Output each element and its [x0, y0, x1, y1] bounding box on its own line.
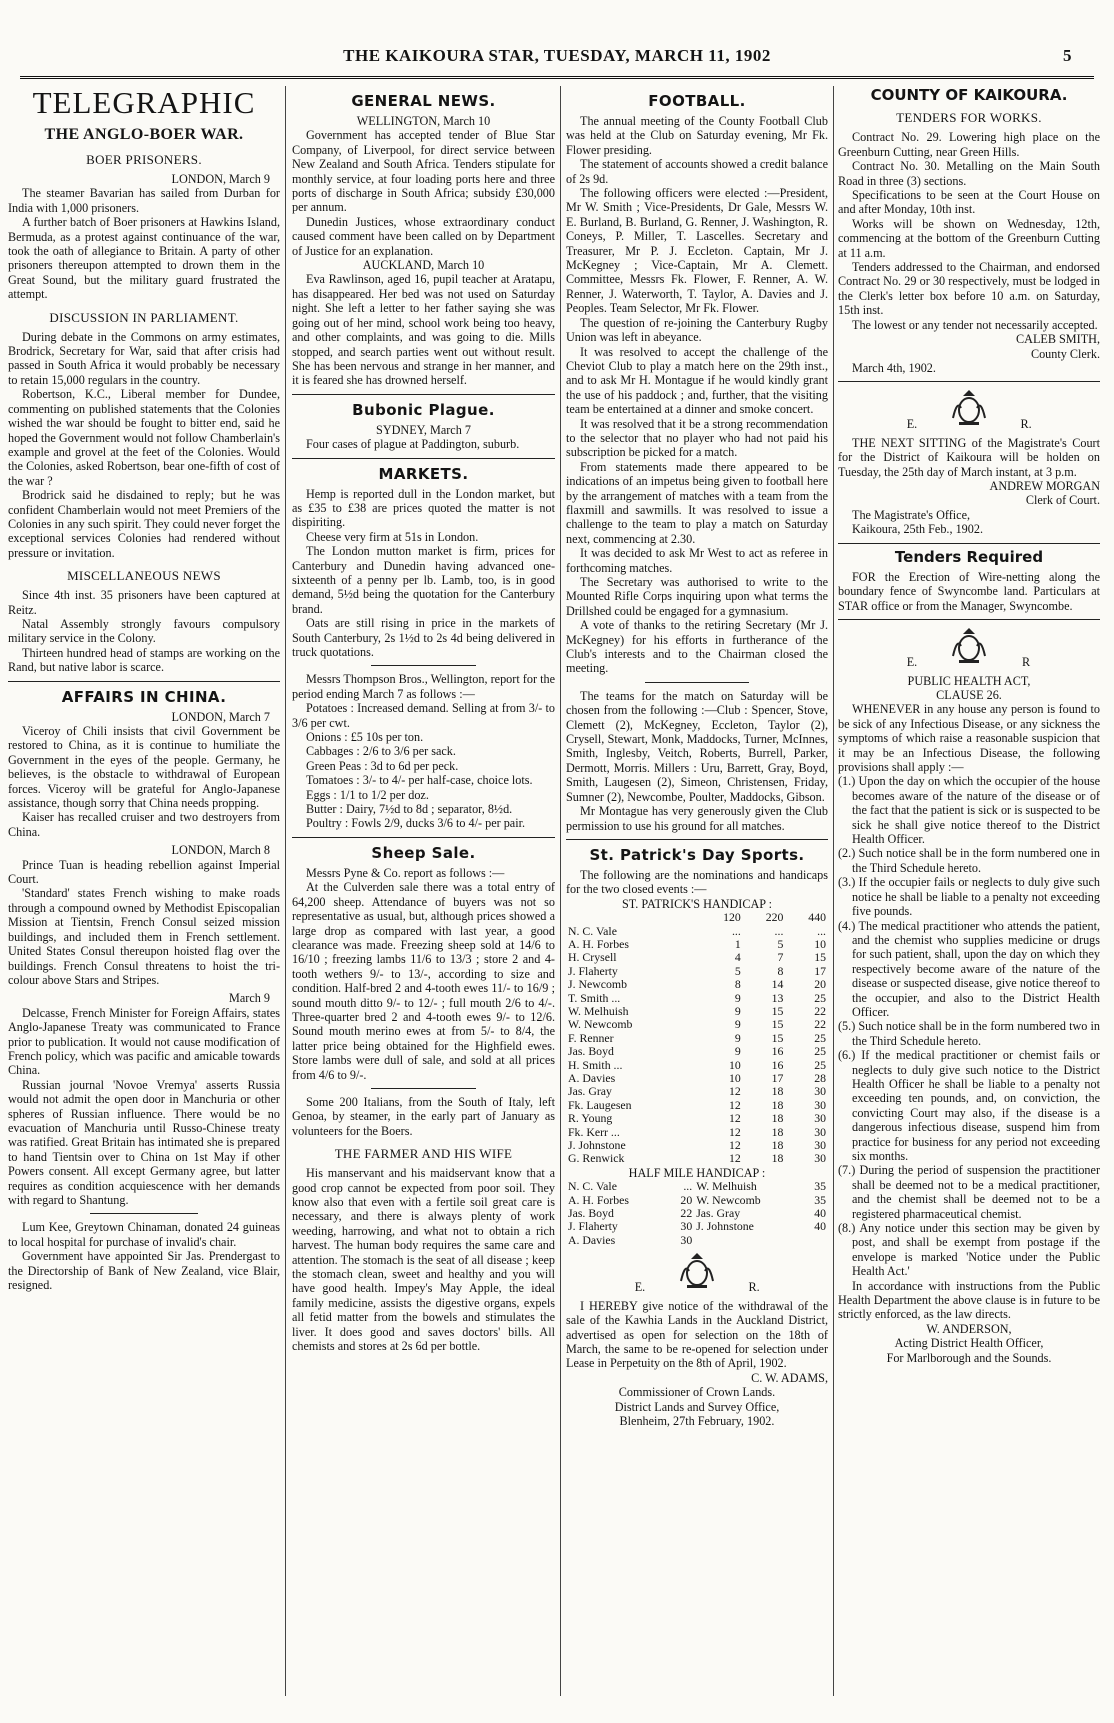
- paragraph: Specifications to be seen at the Court House on and after Monday, 10th inst.: [838, 188, 1100, 217]
- table-row: [566, 1085, 828, 1098]
- handicap-value: 12: [729, 1151, 741, 1166]
- signature: Clerk of Court.: [1025, 493, 1100, 508]
- dateline: March 9: [229, 991, 270, 1006]
- paragraph: Some 200 Italians, from the South of Italy, left Genoa, by steamer, in the early part of January as volunteers for the Boers.: [292, 1094, 555, 1138]
- paragraph: Onions : £5 10s per ton.: [306, 730, 424, 745]
- handicap-value: 7: [777, 950, 784, 965]
- runner-name: A. H. Forbes: [568, 1192, 629, 1207]
- column-header: 120: [723, 910, 741, 925]
- list-item: (2.) Such notice shall be in the form numbered one in the Third Schedule hereto.: [838, 846, 1100, 875]
- table-row: [566, 1180, 828, 1193]
- signature: County Clerk.: [1030, 346, 1100, 361]
- paragraph: From statements made there appeared to be indications of an impetus being given to football here by the arrangement of matches with a team from the flaxmill and sawmills. It was resolved to issue a challenge to the team to play a match on Saturday next, commencing at 2.30.: [566, 459, 828, 546]
- paragraph: The following officers were elected :—President, Mr W. Smith ; Vice-Presidents, Dr Gale, Messrs W. E. Burland, B. Burland, G. Renner, J. Washington, R. Coneys, P. Miller, T. Lascelles. Secretary and Treasurer, Mr P. J. Eccleton. Captain, Mr J. McKegney ; Vice-Captain, Mr A. Clemett. Committee, Messrs Fk. Flower, F. Renner, A. W. Renner, J. Waterworth, T. Taylor, A. Davies and J. Peoples. Team Selector, Mr Fk. Flower.: [566, 186, 828, 316]
- list-item: (5.) Such notice shall be in the form numbered two in the Third Schedule hereto.: [838, 1019, 1100, 1048]
- coat-of-arms-icon: [673, 1251, 721, 1291]
- runner-name: H. Crysell: [568, 950, 617, 965]
- handicap-value: 40: [814, 1219, 826, 1234]
- paragraph: Natal Assembly strongly favours compulsory military service in the Colony.: [8, 616, 280, 646]
- paragraph: The question of re-joining the Canterbury Rugby Union was left in abeyance.: [566, 315, 828, 345]
- handicap-value: 18: [771, 1097, 784, 1112]
- paragraph: The lowest or any tender not necessarily accepted.: [852, 317, 1098, 332]
- runner-name: W. Melhuish: [568, 1003, 629, 1018]
- table-row: [566, 1018, 828, 1031]
- handicap-value: 5: [777, 936, 784, 951]
- handicap-value: 25: [814, 990, 826, 1005]
- paragraph: Eva Rawlinson, aged 16, pupil teacher at Aratapu, has disappeared. Her bed was not used on Saturday night. She left a letter to her father saying she was going out of her mind, school work being too heavy, and other complaints, and was going to die. Mills stopped, and search parties went out without result. She has been nervous and strange in her manner, and it is feared she has drowned herself.: [292, 272, 555, 388]
- table-row: [566, 1194, 828, 1207]
- handicap-value: 17: [771, 1071, 784, 1085]
- handicap-value: 17: [814, 963, 826, 978]
- handicap-value: 18: [771, 1111, 784, 1126]
- dateline: WELLINGTON, March 10: [356, 114, 491, 128]
- paragraph: Since 4th inst. 35 prisoners have been captured at Reitz.: [8, 588, 280, 617]
- subhead: TENDERS FOR WORKS.: [896, 110, 1042, 126]
- paragraph: Viceroy of Chili insists that civil Government be restored to China, as it is continue to humiliate the Government in the eyes of the people. Germany, he believes, is the obstacle to withdrawal of European forces. Viceroy will be grateful for Anglo-Japanese assistance, though sorry that China needs propping.: [8, 724, 280, 811]
- royal-crest: [838, 388, 1100, 431]
- handicap-value: 15: [771, 1017, 784, 1032]
- divider: [566, 839, 828, 840]
- signature: District Lands and Survey Office,: [614, 1399, 780, 1414]
- handicap-value: 25: [814, 1030, 826, 1045]
- handicap-value: 10: [814, 936, 826, 951]
- signature: C. W. ADAMS,: [751, 1370, 828, 1385]
- handicap-value: 4: [734, 950, 741, 965]
- runner-name: W. Newcomb: [568, 1017, 633, 1032]
- table-row: [566, 1152, 828, 1165]
- divider: [371, 665, 476, 666]
- crest-letter: E.: [906, 417, 918, 432]
- table-title: ST. PATRICK'S HANDICAP :: [621, 896, 773, 911]
- handicap-value: 15: [771, 1030, 784, 1045]
- table-row: [566, 965, 828, 978]
- list-item: (7.) During the period of suspension the practitioner shall be deemed not to be a medical practitioner, and the chemist shall be deemed not to be a registered pharmaceutical chemist.: [838, 1163, 1100, 1221]
- paragraph: The teams for the match on Saturday will be chosen from the following :—Club : Spencer, Stove, Clemett (2), McKegney, Eccleton, Taylor (2), Crysell, Stewart, Monk, Maddocks, Turner, McInnes, Smith, Inglesby, Veitch, Roberts, Burrell, Parker, Dermott, Morris. Millers : Uru, Barrett, Gray, Boyd, Smith, Laugesen (2), Simeon, Christensen, Friday, Sumner (2), Newcombe, Poulter, Maddocks, Gibson.: [566, 688, 828, 804]
- paragraph: Potatoes : Increased demand. Selling at from 3/- to 3/6 per cwt.: [292, 701, 555, 730]
- headline: St. Patrick's Day Sports.: [589, 845, 805, 864]
- headline: THE ANGLO-BOER WAR.: [44, 126, 244, 143]
- headline: AFFAIRS IN CHINA.: [61, 687, 227, 706]
- handicap-value: 20: [680, 1192, 693, 1207]
- paragraph: Poultry : Fowls 2/9, ducks 3/6 to 4/- per pair.: [306, 816, 526, 831]
- paragraph: His manservant and his maidservant know that a good crop cannot be expected from poor soil. They know also that even with a fertile soil great care is necessary, and there is always plenty of work weeding, harrowing, and what not to obtain a rich harvest. The human body requires the same care and attention. The stomach is the seat of all disease ; keep the stomach clean, sweet and healthy and you will have good health. Impey's May Apple, the ideal family medicine, assists the digestive organs, expels all fetid matter from the bowels and stimulates the liver. It does good and saves doctors' bills. All chemists and stores at 2s 6d per bottle.: [292, 1166, 555, 1354]
- paragraph: The London mutton market is firm, prices for Canterbury and Dunedin having advanced one-sixteenth of a penny per lb. Lamb, too, is in good demand, 5½d being the quotation for the Canterbury brand.: [292, 544, 555, 616]
- paragraph: The annual meeting of the County Football Club was held at the Club on Saturday evening, Mr Fk. Flower presiding.: [566, 114, 828, 157]
- handicap-value: 30: [680, 1232, 693, 1247]
- table-row: [566, 1032, 828, 1045]
- paragraph: Hemp is reported dull in the London market, but as £35 to £38 are prices quoted the matter is not dispiriting.: [292, 486, 555, 530]
- handicap-value: 16: [771, 1044, 784, 1059]
- column-header: 220: [765, 910, 784, 925]
- runner-name: A. Davies: [568, 1232, 616, 1247]
- runner-name: W. Melhuish: [696, 1179, 757, 1194]
- handicap-value: 25: [814, 1044, 826, 1059]
- divider: [645, 682, 750, 683]
- subhead: THE FARMER AND HIS WIFE: [334, 1146, 513, 1162]
- paragraph: Tomatoes : 3/- to 4/- per half-case, choice lots.: [306, 773, 533, 788]
- table-row: [566, 978, 828, 991]
- runner-name: R. Young: [568, 1111, 613, 1126]
- handicap-value: 22: [814, 1003, 826, 1018]
- handicap-value: 9: [734, 1044, 741, 1059]
- paragraph: Cheese very firm at 51s in London.: [306, 529, 479, 544]
- divider: [838, 381, 1100, 382]
- handicap-value: 25: [814, 1057, 826, 1072]
- handicap-value: 22: [680, 1206, 693, 1221]
- signature: March 4th, 1902.: [852, 360, 936, 375]
- halfmile-body: [566, 1180, 828, 1247]
- handicap-value: 12: [729, 1111, 741, 1126]
- runner-name: [694, 1234, 803, 1247]
- paragraph: Eggs : 1/1 to 1/2 per doz.: [306, 787, 429, 802]
- coat-of-arms-icon: [945, 388, 993, 428]
- handicap-value: ...: [774, 923, 784, 938]
- handicap-value: 30: [814, 1111, 826, 1126]
- paragraph: Messrs Thompson Bros., Wellington, report for the period ending March 7 as follows :—: [292, 672, 555, 701]
- table-header-row: [566, 911, 828, 924]
- handicap-value: 30: [680, 1219, 693, 1234]
- signature: Acting District Health Officer,: [894, 1336, 1044, 1351]
- signature: CALEB SMITH,: [1016, 332, 1100, 347]
- dateline: LONDON, March 9: [171, 172, 270, 186]
- handicap-value: ...: [817, 923, 826, 938]
- runner-name: T. Smith ...: [568, 990, 621, 1005]
- paragraph: At the Culverden sale there was a total entry of 64,200 sheep. Attendance of buyers was not so representative as usual, but, although prices showed a large drop as compared with last year, a good clearance was made. Freezing sheep sold at 14/6 to 16/10 ; freezing lambs 11/6 to 13/3 ; store 2 and 4-tooth wethers 9/- to 13/-, according to size and condition. Half-bred 2 and 4-tooth ewes 11/- to 16/9 ; sound mouth ditto 9/- to 12/- ; full mouth 2/6 to 4/-. Three-quarter bred 2 and 4-tooth ewes 9/- to 12/6. Sound mouth merino ewes at from 5/- to 8/4, the latter price being obtained for the Highfield ewes. Store lambs were dull of sale, and sold at all prices from 4/6 to 9/-.: [292, 880, 555, 1082]
- dateline: LONDON, March 8: [171, 843, 270, 858]
- runner-name: A. H. Forbes: [568, 936, 629, 951]
- runner-name: J. Newcomb: [568, 977, 627, 992]
- table-row: [566, 1072, 828, 1085]
- paragraph: I HEREBY give notice of the withdrawal of the sale of the Kawhia Lands in the Auckland District, advertised as open for selection on the 18th of March, the same to be re-opened for selection under Lease in Perpetuity on the 8th of April, 1902.: [566, 1298, 828, 1371]
- headline: GENERAL NEWS.: [351, 92, 496, 110]
- paragraph: The following are the nominations and handicaps for the two closed events :—: [566, 867, 828, 897]
- handicap-value: [803, 1234, 828, 1247]
- paragraph: Contract No. 30. Metalling on the Main South Road in three (3) sections.: [838, 159, 1100, 188]
- handicap-value: 9: [734, 1017, 741, 1032]
- table-row: [566, 992, 828, 1005]
- signature: Kaikoura, 25th Feb., 1902.: [852, 522, 983, 537]
- handicap-table: [566, 911, 828, 1166]
- column-2: [292, 86, 555, 1696]
- crest-letter: R: [1021, 655, 1031, 670]
- table-row: [566, 1207, 828, 1220]
- runner-name: N. C. Vale: [568, 923, 617, 938]
- list-item: (1.) Upon the day on which the occupier of the house becomes aware of the nature of the disease or of the fact that the patient is sick or is suspected to be sick he shall give notice thereof to the District Health Officer.: [838, 774, 1100, 847]
- handicap-value: 12: [729, 1124, 741, 1139]
- list-item: (4.) The medical practitioner who attends the patient, and the chemist who supplies medicine or drugs for such patient, shall, upon the day on which they respectively become aware of the nature of the disease or suspected disease, give notice thereof to the occupier, and also to the District Health Officer.: [838, 918, 1100, 1019]
- subhead: CLAUSE 26.: [936, 688, 1002, 702]
- handicap-value: 30: [814, 1124, 826, 1139]
- paragraph: Oats are still rising in price in the markets of South Canterbury, 2s 1½d to 2s 4d being delivered in truck quotations.: [292, 616, 555, 659]
- headline: Bubonic Plague.: [352, 400, 495, 419]
- paragraph: Government has accepted tender of Blue Star Company, of Liverpool, for direct service between New Zealand and South Africa. Tenders stipulate for monthly service, at four loading ports here and three ports of discharge in South Africa; subsidy £30,000 per annum.: [292, 128, 555, 215]
- handicap-value: 35: [814, 1179, 826, 1194]
- divider: [838, 543, 1100, 544]
- royal-crest: [566, 1251, 828, 1294]
- handicap-value: 14: [771, 977, 784, 992]
- column-divider: [560, 86, 561, 1696]
- coat-of-arms-icon: [945, 626, 993, 666]
- handicap-value: 18: [771, 1138, 784, 1153]
- handicap-value: 10: [729, 1071, 741, 1085]
- column-divider: [285, 86, 286, 1696]
- paragraph: Russian journal 'Novoe Vremya' asserts Russia would not admit the open door in Manchuria or other spheres of Russian influence. There would be no evacuation of Manchuria until Russo-Chinese treaty was ratified. Great Britain has intimated she is prepared to hand Tientsin over to China on 1st May if other Powers consent. All except Germany agree, but latter requires as condition acquiescence with her demands with regard to Shantung.: [8, 1077, 280, 1207]
- paragraph: Mr Montague has very generously given the Club permission to use his ground for all matches.: [566, 804, 828, 833]
- column-divider: [833, 86, 834, 1696]
- paragraph: Robertson, K.C., Liberal member for Dundee, commenting on published statements that the Colonies wished the war should be fought to bitter end, said he hoped the Government would not follow Chamberlain's example and grovel at the feet of the Colonies. Would the Colonies, asked Robertson, bear one-fifth of cost of the war ?: [8, 387, 280, 488]
- paragraph: The steamer Bavarian has sailed from Durban for India with 1,000 prisoners.: [8, 186, 280, 215]
- runner-name: J. Johnstone: [696, 1219, 754, 1234]
- dateline: AUCKLAND, March 10: [362, 258, 485, 273]
- handicap-value: 8: [777, 963, 784, 978]
- runner-name: Jas. Boyd: [568, 1044, 614, 1059]
- paragraph: It was resolved to accept the challenge of the Cheviot Club to play a match here on the 29th inst., and to ask Mr H. Montague if he would kindly grant the use of his paddock ; and, further, that the visiting team be entertained at a dinner and smoke concert.: [566, 344, 828, 417]
- runner-name: J. Flaherty: [568, 963, 618, 978]
- handicap-value: 18: [771, 1151, 784, 1166]
- divider: [838, 619, 1100, 620]
- handicap-value: 15: [771, 1003, 784, 1018]
- handicap-value: 13: [771, 990, 784, 1005]
- handicap-value: 9: [734, 1003, 741, 1018]
- table-row: [566, 938, 828, 951]
- signature: ANDREW MORGAN: [989, 478, 1100, 493]
- handicap-value: 30: [814, 1151, 826, 1166]
- crest-letter: E.: [906, 655, 918, 670]
- paragraph: Green Peas : 3d to 6d per peck.: [306, 758, 459, 773]
- table-row: [566, 1139, 828, 1152]
- crest-letter: R.: [1020, 417, 1032, 432]
- paragraph: FOR the Erection of Wire-netting along the boundary fence of Swyncombe land. Particulars at STAR office or from the Manager, Swyncombe.: [838, 569, 1100, 613]
- runner-name: Jas. Gray: [568, 1084, 612, 1099]
- paragraph: WHENEVER in any house any person is found to be sick of any Infectious Disease, or any sickness the symptoms of which raise a reasonable suspicion that it may be an Infectious Disease, the following provisions shall apply :—: [838, 702, 1100, 775]
- runner-name: H. Smith ...: [568, 1057, 623, 1072]
- handicap-value: 16: [771, 1057, 784, 1072]
- paragraph: Four cases of plague at Paddington, suburb.: [306, 437, 520, 452]
- handicap-body: [566, 925, 828, 1166]
- table-row: [566, 1045, 828, 1058]
- runner-name: Jas. Gray: [696, 1206, 741, 1221]
- headline: COUNTY OF KAIKOURA.: [870, 86, 1068, 104]
- divider: [292, 458, 555, 459]
- divider: [90, 1213, 199, 1214]
- paragraph: Prince Tuan is heading rebellion against Imperial Court.: [8, 857, 280, 887]
- dateline: SYDNEY, March 7: [376, 422, 471, 437]
- runner-name: J. Johnstone: [568, 1138, 626, 1153]
- section-title: TELEGRAPHIC: [32, 86, 256, 120]
- headline: FOOTBALL.: [648, 92, 746, 110]
- paragraph: Lum Kee, Greytown Chinaman, donated 24 guineas to local hospital for purchase of invalid's chair.: [8, 1220, 280, 1249]
- paragraph: In accordance with instructions from the Public Health Department the above clause is in future to be strictly enforced, as the law directs.: [838, 1278, 1100, 1322]
- runner-name: Jas. Boyd: [568, 1206, 614, 1221]
- handicap-value: 15: [814, 950, 826, 965]
- paragraph: The statement of accounts showed a credit balance of 2s 9d.: [566, 157, 828, 186]
- paragraph: Government have appointed Sir Jas. Prendergast to the Directorship of Bank of New Zealand, vice Blair, resigned.: [8, 1249, 280, 1293]
- paragraph: Thirteen hundred head of stamps are working on the Rand, but native labor is scarce.: [8, 645, 280, 675]
- runner-name: W. Newcomb: [696, 1192, 761, 1207]
- runner-name: Fk. Laugesen: [568, 1097, 632, 1112]
- handicap-value: 40: [814, 1206, 826, 1221]
- headline: Tenders Required: [894, 547, 1044, 566]
- handicap-value: 9: [734, 1030, 741, 1045]
- handicap-value: 5: [734, 963, 741, 978]
- column-1: [8, 86, 280, 1696]
- column-4: [838, 86, 1100, 1696]
- handicap-value: 30: [814, 1138, 826, 1153]
- signature: Blenheim, 27th February, 1902.: [619, 1413, 775, 1428]
- handicap-value: 10: [729, 1057, 741, 1072]
- paragraph: Delcasse, French Minister for Foreign Affairs, states Anglo-Japanese Treaty was communicated to France prior to publication. It would not cause modification of French policy, which was pacific and amicable towards China.: [8, 1005, 280, 1078]
- handicap-value: 1: [734, 936, 741, 951]
- paragraph: 'Standard' states French wishing to make roads through a compound owned by Methodist Episcopalian Mission at Tientsin, French Consul seized mission buildings, and included them in French settlement. United States Consul thereupon hoisted flag over the buildings. French Consul threatens to hoist the tri-colour above Stars and Stripes.: [8, 886, 280, 987]
- paragraph: Brodrick said he disdained to reply; but he was confident Chamberlain would not meet Premiers of the Colonies in any such spirit. They could never forget the exceptional services Colonies had rendered without pressure or invitation.: [8, 488, 280, 560]
- paragraph: Tenders addressed to the Chairman, and endorsed Contract No. 29 or 30 respectively, must be lodged in the Clerk's letter box before 10 a.m. on Saturday, 15th inst.: [838, 260, 1100, 318]
- handicap-value: ...: [731, 923, 741, 938]
- handicap-value: 12: [729, 1097, 741, 1112]
- handicap-value: 22: [814, 1017, 826, 1032]
- paragraph: Butter : Dairy, 7½d to 8d ; separator, 8½d.: [306, 802, 513, 817]
- handicap-value: 28: [814, 1071, 826, 1085]
- table-row: [566, 925, 828, 938]
- masthead: [0, 46, 1114, 72]
- handicap-value: 20: [814, 977, 826, 992]
- paragraph: A further batch of Boer prisoners at Hawkins Island, Bermuda, as a protest against continuance of the war, took the oath of allegiance to Britain. A party of other prisoners thereupon attempted to drown them in the Great Sound, but the military guard frustrated the attempt.: [8, 215, 280, 302]
- signature: The Magistrate's Office,: [852, 507, 971, 522]
- crest-letter: E.: [634, 1280, 646, 1295]
- subhead: MISCELLANEOUS NEWS: [67, 568, 221, 584]
- handicap-value: 35: [814, 1192, 826, 1207]
- subhead: BOER PRISONERS.: [86, 152, 202, 167]
- paragraph: Contract No. 29. Lowering high place on the Greenburn Cutting, near Green Hills.: [838, 130, 1100, 159]
- paragraph: Dunedin Justices, whose extraordinary conduct caused comment have been called on by Department of Justice for an explanation.: [292, 214, 555, 258]
- paragraph: Works will be shown on Wednesday, 12th, commencing at the bottom of the Greenburn Cutting at 11 a.m.: [838, 216, 1100, 260]
- handicap-value: 18: [771, 1084, 784, 1099]
- runner-name: J. Flaherty: [568, 1219, 618, 1234]
- runner-name: F. Renner: [568, 1030, 614, 1045]
- handicap-value: ...: [683, 1179, 693, 1194]
- table-row: [566, 1059, 828, 1072]
- table-row: [566, 1005, 828, 1018]
- headline: Sheep Sale.: [371, 843, 476, 862]
- subhead: PUBLIC HEALTH ACT,: [907, 673, 1031, 688]
- list-item: (6.) If the medical practitioner or chemist fails or neglects to duly give such notice to the District Health Officer he shall be liable to a penalty not exceeding ten pounds, and, on conviction, the convicting Court may also, if the disease is a dangerous infectious disease, suspend him from practice for business for any period not exceeding six months.: [838, 1048, 1100, 1163]
- paragraph: THE NEXT SITTING of the Magistrate's Court for the District of Kaikoura will be holden on Tuesday, the 25th day of March instant, at 3 p.m.: [838, 435, 1100, 479]
- paragraph: During debate in the Commons on army estimates, Brodrick, Secretary for War, said that after crisis had passed in South Africa it would probably be necessary to retain 15,000 regulars in the country.: [8, 329, 280, 387]
- handicap-value: 30: [814, 1084, 826, 1099]
- paragraph: The Secretary was authorised to write to the Mounted Rifle Corps inquiring upon what terms the Drillshed could be engaged for a gymnasium.: [566, 575, 828, 618]
- divider: [371, 1088, 476, 1089]
- runner-name: A. Davies: [568, 1071, 616, 1085]
- table-row: [566, 1112, 828, 1125]
- signature: W. ANDERSON,: [926, 1321, 1012, 1336]
- handicap-value: 12: [729, 1084, 741, 1099]
- table-row: [566, 1234, 828, 1247]
- handicap-value: 9: [734, 990, 741, 1005]
- table-row: [566, 1099, 828, 1112]
- table-row: [566, 1126, 828, 1139]
- divider: [292, 394, 555, 395]
- handicap-value: 18: [771, 1124, 784, 1139]
- runner-name: Fk. Kerr ...: [568, 1124, 620, 1139]
- handicap-value: 30: [814, 1097, 826, 1112]
- paragraph: Messrs Pyne & Co. report as follows :—: [306, 865, 505, 880]
- runner-name: G. Renwick: [568, 1151, 625, 1166]
- column-header: 440: [808, 910, 826, 925]
- signature: For Marlborough and the Sounds.: [886, 1350, 1052, 1365]
- handicap-value: 8: [734, 977, 741, 992]
- paragraph: A vote of thanks to the retiring Secretary (Mr J. McKegney) for his efforts in furtherance of the Club's interests and to the Chairman closed the meeting.: [566, 618, 828, 676]
- halfmile-table: [566, 1180, 828, 1247]
- masthead-rule: [20, 76, 1094, 79]
- list-item: (8.) Any notice under this section may be given by post, and shall be exempt from postage if the envelope is marked 'Notice under the Public Health Act.': [838, 1221, 1100, 1279]
- divider: [8, 681, 280, 682]
- dateline: LONDON, March 7: [171, 709, 270, 724]
- crest-letter: R.: [748, 1280, 760, 1295]
- paragraph: It was resolved that it be a strong recommendation to the selector that no player who had not paid his subscription be picked for a match.: [566, 416, 828, 460]
- list-item: (3.) If the occupier fails or neglects to duly give such notice he shall be liable to a penalty not exceeding five pounds.: [838, 875, 1100, 919]
- royal-crest: [838, 626, 1100, 669]
- handicap-value: 12: [729, 1138, 741, 1153]
- table-title: HALF MILE HANDICAP :: [628, 1165, 766, 1180]
- page-number: 5: [1063, 46, 1072, 65]
- subhead: DISCUSSION IN PARLIAMENT.: [49, 309, 239, 325]
- paragraph: Kaiser has recalled cruiser and two destroyers from China.: [8, 810, 280, 839]
- paragraph: It was decided to ask Mr West to act as referee in forthcoming matches.: [566, 546, 828, 575]
- divider: [292, 837, 555, 838]
- column-3: [566, 86, 828, 1696]
- runner-name: N. C. Vale: [568, 1179, 617, 1194]
- masthead-title: THE KAIKOURA STAR, TUESDAY, MARCH 11, 1902: [343, 46, 771, 65]
- headline: MARKETS.: [378, 464, 469, 483]
- table-row: [566, 951, 828, 964]
- signature: Commissioner of Crown Lands.: [618, 1385, 776, 1400]
- paragraph: Cabbages : 2/6 to 3/6 per sack.: [306, 744, 456, 759]
- table-row: [566, 1220, 828, 1233]
